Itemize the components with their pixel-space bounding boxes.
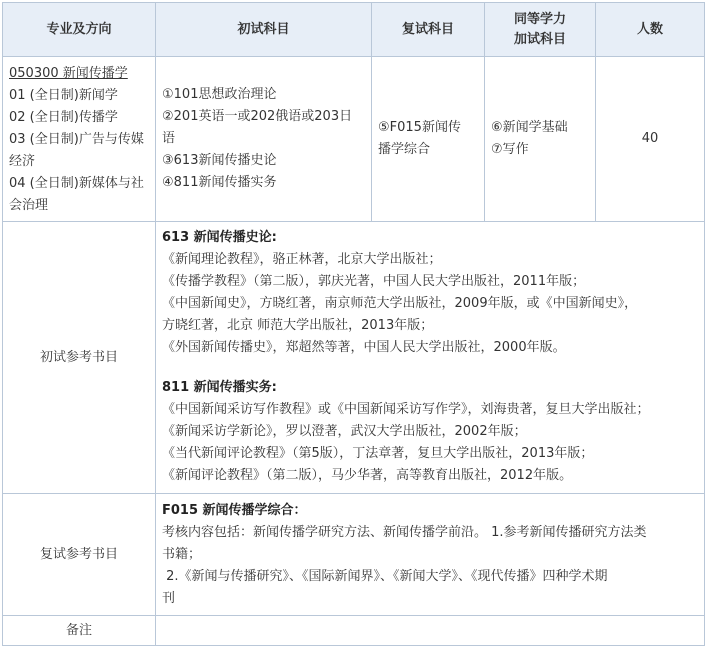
reference-line: 《中国新闻史》，方晓红著，南京师范大学出版社，2009年版，或《中国新闻史》， (162, 296, 638, 311)
direction-line: 02 (全日制)传播学 (9, 110, 118, 125)
equiv-subjects-cell (485, 57, 596, 222)
header-prelim: 初试科目 (156, 3, 372, 57)
prelim-subject: ①101思想政治理论 (162, 87, 277, 102)
retest-subject-line: ⑤F015新闻传 (378, 120, 461, 135)
retest-ref-line: 刊 (162, 591, 176, 606)
section-title: 613 新闻传播史论: (162, 230, 277, 245)
retest-subject-line: 播学综合 (378, 142, 431, 157)
prelim-subject: 语 (162, 131, 176, 146)
major-row (3, 57, 705, 222)
reference-line: 《新闻理论教程》，骆正林著，北京大学出版社； (162, 252, 442, 267)
header-retest: 复试科目 (372, 3, 485, 57)
header-equiv (485, 3, 596, 57)
retest-ref-line: 考核内容包括：新闻传播学研究方法、新闻传播学前沿。 1.参考新闻传播研究方法类 (162, 525, 647, 540)
direction-line: 04 (全日制)新媒体与社 (9, 176, 144, 191)
prelim-refs-label: 初试参考书目 (3, 222, 156, 494)
table-header-row (3, 3, 705, 57)
retest-refs-label: 复试参考书目 (3, 494, 156, 616)
reference-line: 《传播学教程》（第二版），郭庆光著，中国人民大学出版社，2011年版； (162, 274, 586, 289)
direction-line: 经济 (9, 154, 36, 169)
notes-label: 备注 (3, 616, 156, 646)
prelim-refs-row (3, 222, 705, 494)
header-equiv-line2: 加试科目 (513, 31, 566, 47)
reference-line: 《当代新闻评论教程》（第5版），丁法章著，复旦大学出版社，2013年版； (162, 446, 594, 461)
major-code: 050300 新闻传播学 (9, 66, 128, 81)
prelim-subject: ③613新闻传播史论 (162, 153, 277, 168)
equiv-subject: ⑥新闻学基础 (491, 120, 568, 135)
header-equiv-line1: 同等学力 (513, 11, 566, 27)
direction-line: 01 (全日制)新闻学 (9, 88, 118, 103)
spacer (162, 359, 700, 377)
retest-refs-content (156, 494, 705, 616)
prelim-subject: ②201英语一或202俄语或203日 (162, 109, 353, 124)
prelim-subject: ④811新闻传播实务 (162, 175, 277, 190)
section-title: 811 新闻传播实务: (162, 380, 277, 395)
retest-refs-row (3, 494, 705, 616)
reference-line: 《新闻评论教程》（第二版），马少华著，高等教育出版社，2012年版。 (162, 468, 573, 483)
header-count: 人数 (596, 3, 705, 57)
retest-subjects-cell (372, 57, 485, 222)
notes-value (156, 616, 705, 646)
reference-line: 《外国新闻传播史》，郑超然等著，中国人民大学出版社，2000年版。 (162, 340, 566, 355)
enrollment-count: 40 (596, 57, 705, 222)
section-title: F015 新闻传播学综合： (162, 503, 307, 518)
prelim-refs-content (156, 222, 705, 494)
notes-row (3, 616, 705, 646)
prelim-subjects-cell (156, 57, 372, 222)
major-cell (3, 57, 156, 222)
retest-ref-line: 2.《新闻与传播研究》、《国际新闻界》、《新闻大学》、《现代传播》四种学术期 (162, 569, 608, 584)
direction-line: 会治理 (9, 198, 49, 213)
direction-line: 03 (全日制)广告与传媒 (9, 132, 144, 147)
admissions-table (2, 2, 705, 646)
header-major: 专业及方向 (3, 3, 156, 57)
reference-line: 方晓红著，北京 师范大学出版社，2013年版； (162, 318, 434, 333)
reference-line: 《中国新闻采访写作教程》或《中国新闻采访写作学》，刘海贵著，复旦大学出版社； (162, 402, 650, 417)
reference-line: 《新闻采访学新论》，罗以澄著，武汉大学出版社，2002年版； (162, 424, 527, 439)
retest-ref-line: 书籍； (162, 547, 202, 562)
equiv-subject: ⑦写作 (491, 142, 529, 157)
